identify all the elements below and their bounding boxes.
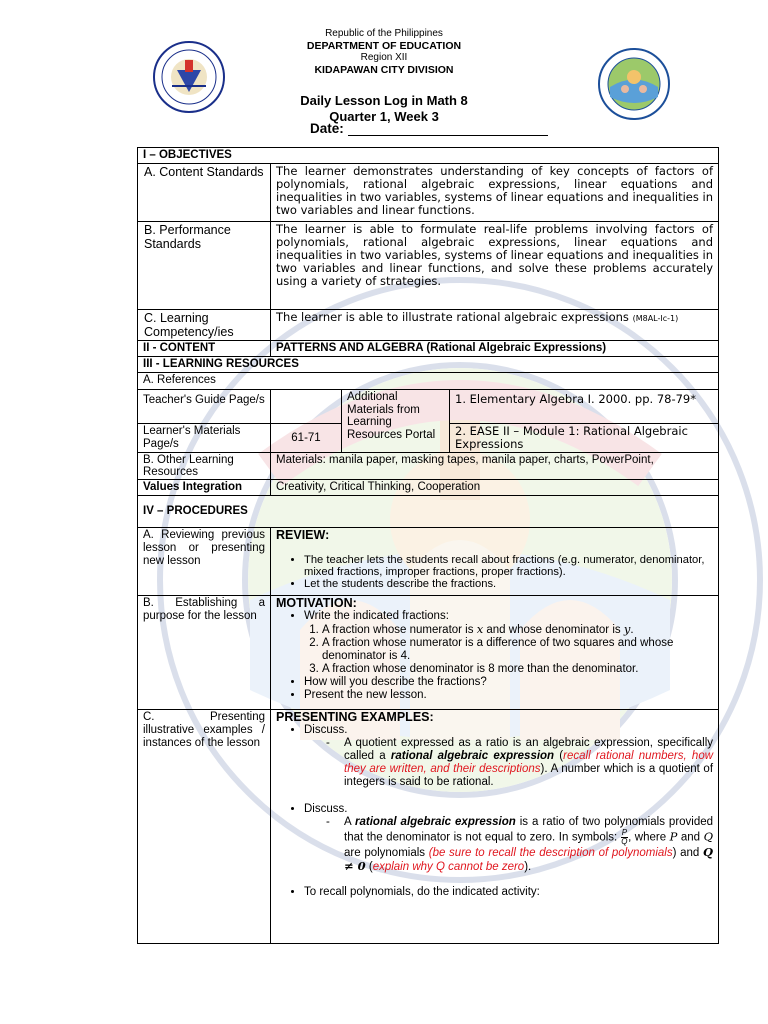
- additional-materials-label: Additional Materials from Learning Resources Portal: [342, 390, 450, 453]
- teachers-guide-value: [271, 390, 342, 424]
- motivation-section: [271, 596, 719, 710]
- procedure-c-label: C. Presenting illustrative examples / instances of the lesson: [138, 710, 271, 944]
- teachers-guide-label: Teacher's Guide Page/s: [138, 390, 271, 424]
- values-integration-text: Creativity, Critical Thinking, Cooperation: [271, 480, 719, 496]
- discuss-2: • Discuss.: [304, 803, 713, 816]
- example-1-text: - A quotient expressed as a ratio is an algebraic expression, specifically called a rational algebraic expression (recall rational numbers, how they are written, and their descriptions). A number which is a quotient of integers is said to be rational.: [326, 737, 714, 788]
- procedure-b-label: B. Establishing a purpose for the lesson: [138, 596, 271, 710]
- objectives-heading: I – OBJECTIVES: [138, 148, 719, 164]
- learners-materials-value: 61-71: [271, 424, 342, 453]
- republic-text: Republic of the Philippines: [325, 28, 443, 39]
- motivation-item-1: 1. A fraction whose numerator is x and whose denominator is y.: [322, 623, 713, 637]
- values-integration-label: Values Integration: [138, 480, 271, 496]
- references-label: A. References: [138, 373, 719, 390]
- lesson-log-table: [137, 147, 719, 944]
- content-heading: II - CONTENT: [138, 341, 271, 357]
- review-section: [271, 528, 719, 596]
- department-text: DEPARTMENT OF EDUCATION: [306, 40, 462, 52]
- motivation-question: • How will you describe the fractions?: [304, 676, 713, 689]
- examples-section: [271, 710, 719, 944]
- page-header: [0, 28, 768, 76]
- motivation-item-3: 3. A fraction whose denominator is 8 more than the denominator.: [322, 663, 713, 676]
- review-item-2: • Let the students describe the fractions.: [304, 578, 713, 590]
- performance-standards-text: The learner is able to formulate real-life problems involving factors of polynomials, rational algebraic expressions, linear equations and inequalities in two variables, systems of linear equations and inequalities in two variables and linear functions, and solve these problems accurately using a variety of strategies.: [271, 222, 719, 310]
- review-item-1: • The teacher lets the students recall about fractions (e.g. numerator, denominator, mixed fractions, improper fractions, proper fractions).: [304, 554, 713, 578]
- p-over-q-fraction: $\frac{P}{Q}$: [621, 828, 628, 846]
- recall-polynomials: • To recall polynomials, do the indicated activity:: [304, 886, 713, 899]
- example-2-text: - A rational algebraic expression is a ratio of two polynomials provided that the denominator is not equal to zero. In symbols: $\frac{P}{Q}$, where P and Q are polynomials (be sure to recall the description of polynomials) and Q ≠ 0 (explain why Q cannot be zero).: [326, 816, 714, 873]
- present-new-lesson: • Present the new lesson.: [304, 689, 713, 702]
- date-label: Date:: [310, 121, 344, 136]
- procedures-heading: IV – PROCEDURES: [138, 496, 719, 528]
- date-field: [310, 121, 548, 136]
- motivation-item-2: 2. A fraction whose numerator is a difference of two squares and whose denominator is 4.: [322, 637, 713, 663]
- additional-materials-1: 1. Elementary Algebra I. 2000. pp. 78-79*: [450, 390, 719, 424]
- date-blank-line: [348, 122, 548, 136]
- review-title: REVIEW:: [276, 528, 330, 542]
- content-text: PATTERNS AND ALGEBRA (Rational Algebraic Expressions): [271, 341, 719, 357]
- learning-resources-heading: III - LEARNING RESOURCES: [138, 357, 719, 373]
- other-resources-label: B. Other Learning Resources: [138, 453, 271, 480]
- content-standards-text: The learner demonstrates understanding of key concepts of factors of polynomials, rational algebraic expressions, linear equations and inequalities in two variables, systems of linear equations and inequalities in two variables and linear functions.: [271, 164, 719, 222]
- region-text: Region XII: [360, 52, 408, 63]
- competency-code: (M8AL-Ic-1): [632, 314, 679, 323]
- motivation-bullet: • Write the indicated fractions:: [304, 610, 713, 623]
- title-line1: Daily Lesson Log in Math 8: [300, 93, 468, 108]
- motivation-title: MOTIVATION:: [276, 596, 357, 610]
- procedure-a-label: A. Reviewing previous lesson or presenting new lesson: [138, 528, 271, 596]
- title-line2: Quarter 1, Week 3: [329, 109, 439, 124]
- discuss-1: • Discuss.: [304, 724, 713, 737]
- division-text: KIDAPAWAN CITY DIVISION: [314, 64, 454, 76]
- learning-competency-text: The learner is able to illustrate rational algebraic expressions (M8AL-Ic-1): [271, 310, 719, 341]
- content-standards-label: A. Content Standards: [138, 164, 271, 222]
- examples-title: PRESENTING EXAMPLES:: [276, 710, 434, 724]
- learners-materials-label: Learner's Materials Page/s: [138, 424, 271, 453]
- other-resources-text: Materials: manila paper, masking tapes, manila paper, charts, PowerPoint,: [271, 453, 719, 480]
- learning-competency-label: C. Learning Competency/ies: [138, 310, 271, 341]
- performance-standards-label: B. Performance Standards: [138, 222, 271, 310]
- additional-materials-2: 2. EASE II – Module 1: Rational Algebraic Expressions: [450, 424, 719, 453]
